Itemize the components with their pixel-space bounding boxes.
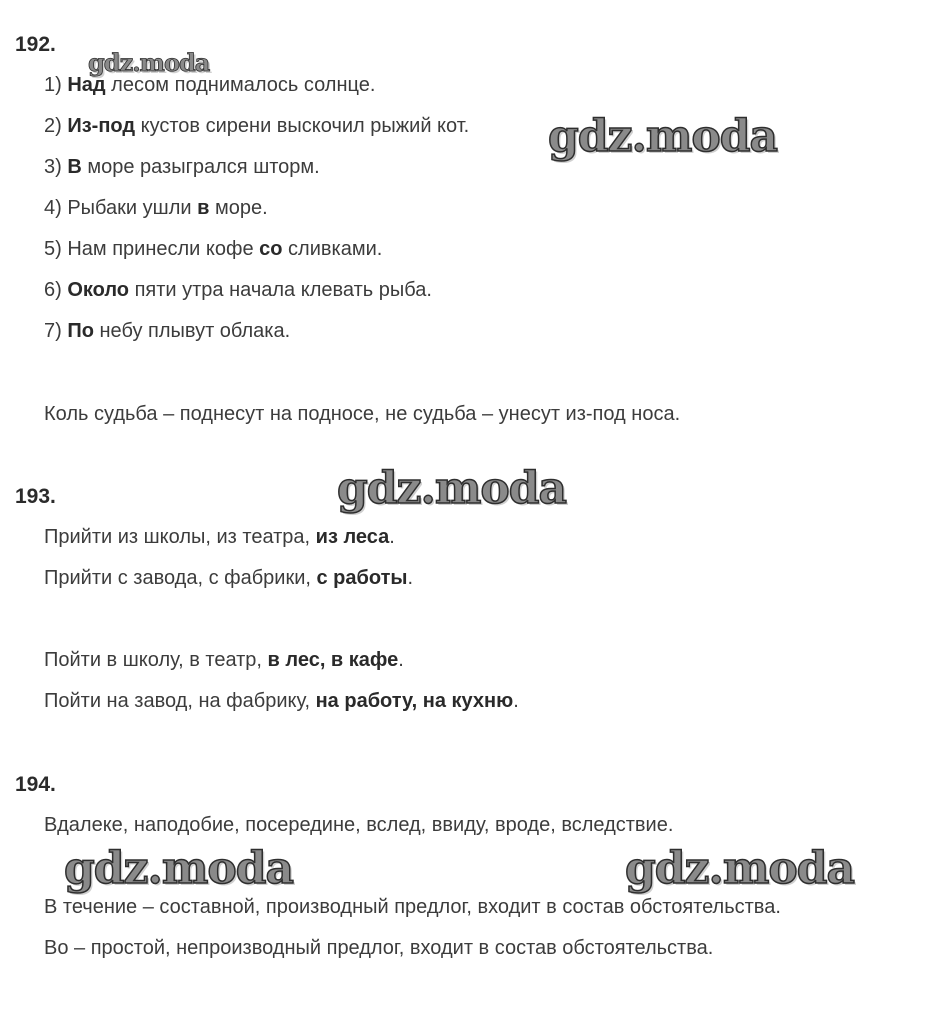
list-item: Пойти в школу, в театр, в лес, в кафе.	[44, 649, 404, 671]
watermark-logo: gdz.moda	[625, 843, 855, 894]
list-item: Прийти с завода, с фабрики, с работы.	[44, 567, 414, 589]
list-item: Во – простой, непроизводный предлог, входит в состав обстоятельства.	[44, 937, 714, 959]
list-item: 1) Над лесом поднималось солнце.	[44, 74, 376, 96]
list-item: 2) Из-под кустов сирени выскочил рыжий кот.	[44, 115, 470, 137]
watermark-logo: gdz.moda	[88, 48, 210, 77]
list-item: 5) Нам принесли кофе со сливками.	[44, 238, 383, 260]
exercise-193-number: 193.	[15, 485, 56, 508]
proverb-text: Коль судьба – поднесут на подносе, не судьба – унесут из-под носа.	[44, 403, 681, 425]
list-item: 6) Около пяти утра начала клевать рыба.	[44, 279, 432, 301]
list-item: 4) Рыбаки ушли в море.	[44, 197, 268, 219]
watermark-logo: gdz.moda	[337, 463, 567, 514]
list-item: Вдалеке, наподобие, посередине, вслед, ввиду, вроде, вследствие.	[44, 814, 674, 836]
list-item: Прийти из школы, из театра, из леса.	[44, 526, 395, 548]
exercise-192-number: 192.	[15, 33, 56, 56]
list-item: 3) В море разыгрался шторм.	[44, 156, 320, 178]
exercise-194-number: 194.	[15, 773, 56, 796]
list-item: Пойти на завод, на фабрику, на работу, на кухню.	[44, 690, 519, 712]
list-item: В течение – составной, производный предлог, входит в состав обстоятельства.	[44, 896, 781, 918]
watermark-logo: gdz.moda	[548, 111, 778, 162]
list-item: 7) По небу плывут облака.	[44, 320, 291, 342]
watermark-logo: gdz.moda	[64, 843, 294, 894]
